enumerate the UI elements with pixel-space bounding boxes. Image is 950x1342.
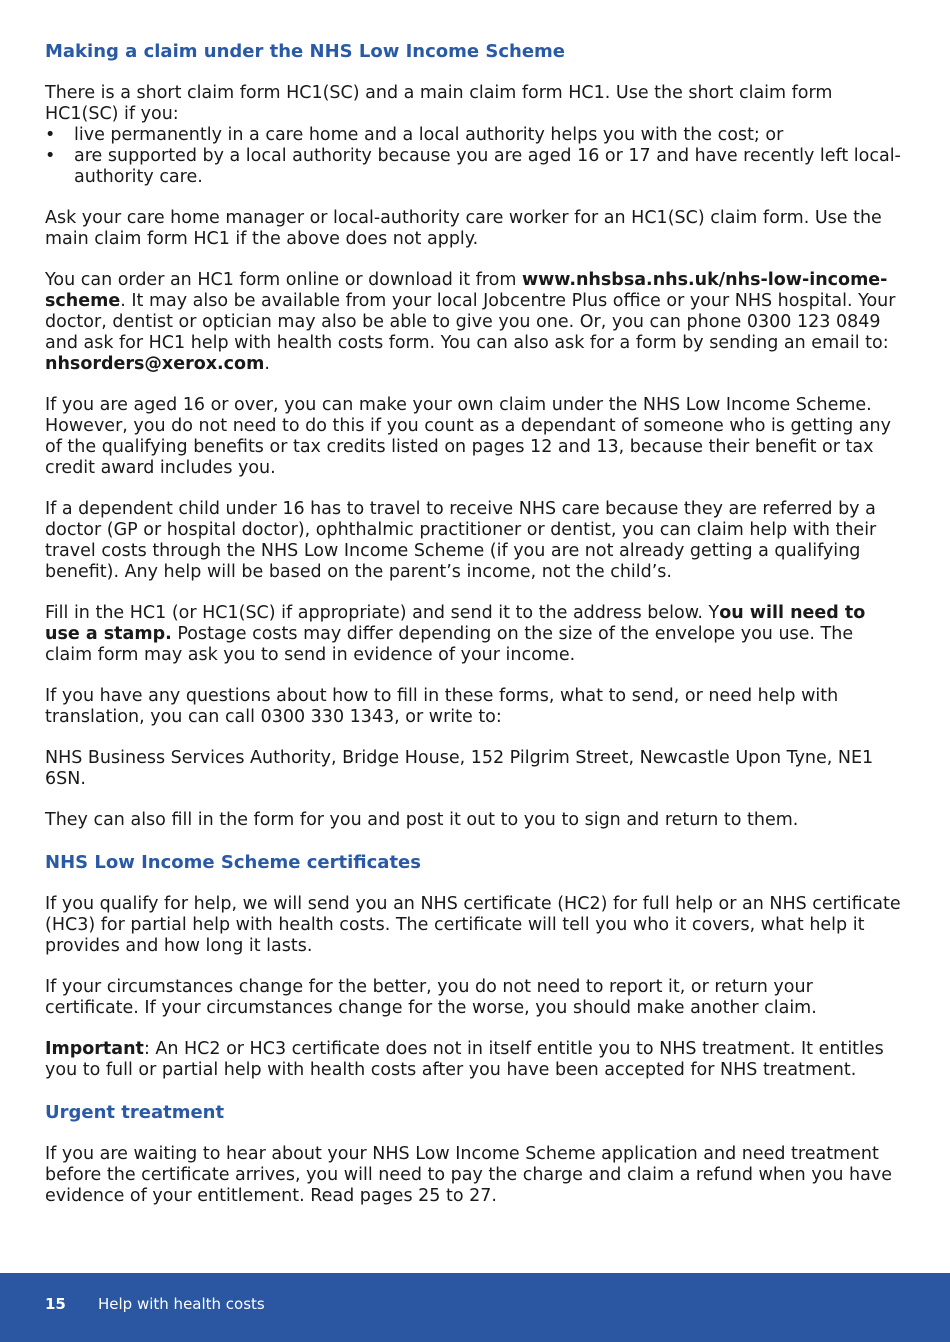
important-label: Important <box>45 1039 144 1059</box>
claim-intro: There is a short claim form HC1(SC) and a main claim form HC1. Use the short claim form HC1(SC) if you: <box>45 83 833 124</box>
paragraph-ask-care-manager: Ask your care home manager or local-authority care worker for an HC1(SC) claim form. Use the main claim form HC1 if the above does not apply. <box>45 208 882 249</box>
text: You can order an HC1 form online or download it from <box>45 270 522 290</box>
claim-form-criteria-list <box>45 125 905 188</box>
bullet-icon: • <box>45 125 56 145</box>
text: Postage costs may differ depending on the size of the envelope you use. The claim form may ask you to send in evidence of your income. <box>45 624 854 665</box>
paragraph-aged-16: If you are aged 16 or over, you can make your own claim under the NHS Low Income Scheme. However, you do not need to do this if you count as a dependant of someone who is getting any of the qualifying benefits or tax credits listed on pages 12 and 13, because their benefit or tax credit award includes you. <box>45 395 891 478</box>
text: : An HC2 or HC3 certificate does not in itself entitle you to NHS treatment. It entitles you to full or partial help with health costs after you have been accepted for NHS treatment. <box>45 1039 884 1080</box>
stamp-note: ou will need to use a stamp. <box>45 603 866 644</box>
paragraph-important <box>45 1039 905 1081</box>
page-content <box>45 40 905 1227</box>
heading-making-a-claim: Making a claim under the NHS Low Income Scheme <box>45 41 566 62</box>
heading-certificates: NHS Low Income Scheme certificates <box>45 852 421 873</box>
nhsbsa-website-link[interactable]: www.nhsbsa.nhs.uk/nhs-low-income-scheme <box>45 270 888 311</box>
text: . It may also be available from your local Jobcentre Plus office or your NHS hospital. Your doctor, dentist or optician may also be able to give you one. Or, you can phone 0300 123 0849 and ask for HC1 help with health costs form. You can also ask for a form by sending an email to: <box>45 291 896 353</box>
paragraph-order-form <box>45 270 905 375</box>
page-number: 15 <box>45 1295 66 1313</box>
order-email-link[interactable]: nhsorders@xerox.com <box>45 354 265 374</box>
list-item <box>45 125 905 146</box>
heading-urgent-treatment: Urgent treatment <box>45 1102 225 1123</box>
page-footer <box>0 1273 950 1342</box>
postal-address: NHS Business Services Authority, Bridge House, 152 Pilgrim Street, Newcastle Upon Tyne, NE1 6SN. <box>45 748 874 789</box>
text: . <box>264 354 270 374</box>
text: Fill in the HC1 (or HC1(SC) if appropriate) and send it to the address below. Y <box>45 603 720 623</box>
paragraph-certificate-qualify: If you qualify for help, we will send you an NHS certificate (HC2) for full help or an NHS certificate (HC3) for partial help with health costs. The certificate will tell you who it covers, what help it provides and how long it lasts. <box>45 894 901 956</box>
paragraph-questions: If you have any questions about how to fill in these forms, what to send, or need help with translation, you can call 0300 330 1343, or write to: <box>45 686 839 727</box>
bullet-icon: • <box>45 146 56 166</box>
list-item <box>45 146 905 188</box>
list-item-text: are supported by a local authority because you are aged 16 or 17 and have recently left local-authority care. <box>74 146 901 187</box>
paragraph-dependent-child: If a dependent child under 16 has to travel to receive NHS care because they are referred by a doctor (GP or hospital doctor), ophthalmic practitioner or dentist, you can claim help with their travel costs through the NHS Low Income Scheme (if you are not already getting a qualifying benefit). Any help will be based on the parent’s income, not the child’s. <box>45 499 877 582</box>
paragraph-form-help: They can also fill in the form for you and post it out to you to sign and return to them. <box>45 810 799 830</box>
paragraph-fill-in-form <box>45 603 905 666</box>
list-item-text: live permanently in a care home and a local authority helps you with the cost; or <box>74 125 784 145</box>
paragraph-circumstances-change: If your circumstances change for the better, you do not need to report it, or return your certificate. If your circumstances change for the worse, you should make another claim. <box>45 977 817 1018</box>
paragraph-urgent-treatment: If you are waiting to hear about your NHS Low Income Scheme application and need treatment before the certificate arrives, you will need to pay the charge and claim a refund when you have evidence of your entitlement. Read pages 25 to 27. <box>45 1144 892 1206</box>
footer-title: Help with health costs <box>98 1295 265 1313</box>
